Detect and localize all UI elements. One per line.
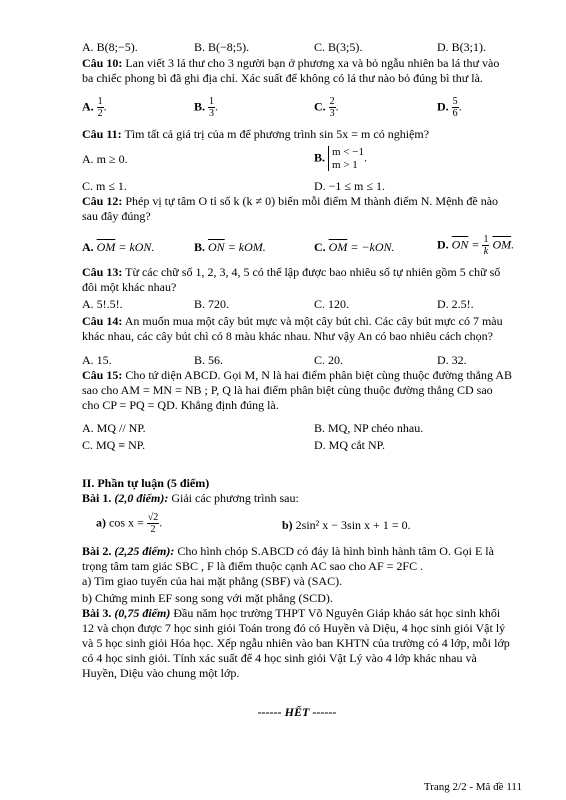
exercise-2: Bài 2. (2,25 điểm): Cho hình chóp S.ABCD có đáy là hình bình hành tâm O. Gọi E là trọng tâm tam giác SBC , F là điểm thuộc cạnh AC sao cho AF = 2FC . [82, 544, 494, 573]
q9-option-d: D. B(3;1). [437, 40, 486, 54]
question-13 [82, 265, 512, 295]
q15-options-ab [82, 421, 512, 437]
q11-option-a: A. m ≥ 0. [82, 152, 128, 166]
q11-option-c: C. m ≤ 1. [82, 179, 127, 193]
question-11 [82, 127, 512, 142]
q13-option-b: B. 720. [194, 297, 230, 311]
q12-option-a: A. $\overline{OM}$ = kON. [82, 240, 155, 254]
q15-option-a: A. MQ // NP. [82, 421, 146, 435]
q12-options [82, 234, 515, 262]
exercise-2b: b) Chứng minh EF song song với mặt phẳng (SCD). [82, 591, 333, 605]
q10-options [82, 96, 512, 122]
q11-option-b: B. m < −1 m > 1 . [314, 146, 367, 171]
q10-option-a: A. $\frac{1}{2}$ . [82, 96, 107, 119]
q12-option-b: B. $\overline{ON}$ = kOM. [194, 240, 266, 254]
q15-option-b: B. MQ, NP chéo nhau. [314, 421, 424, 435]
question-text: Cho tứ diện ABCD. Gọi M, N là hai điểm phân biệt cùng thuộc đường thẳng AB sao cho AM = MN = NB ; P, Q là hai điểm phân biệt cùng thuộc đường thẳng CD sao cho CP = PQ = QD. Khẳng định đúng là. [82, 368, 512, 412]
q11-options-ab [82, 146, 512, 174]
q14-option-a: A. 15. [82, 353, 112, 367]
q10-option-b: B. $\frac{1}{3}$ . [194, 96, 219, 119]
question-text: Phép vị tự tâm O tỉ số k (k ≠ 0) biến mỗi điểm M thành điểm N. Mệnh đề nào sau đây đúng? [82, 194, 499, 223]
question-text: Từ các chữ số 1, 2, 3, 4, 5 có thể lập được bao nhiêu số tự nhiên gồm 5 chữ số đôi một khác nhau? [82, 265, 501, 294]
exercise-1a: a) cos x = $\frac{√2}{2}$ . [96, 512, 163, 535]
question-label: Câu 10: [82, 56, 123, 70]
question-label: Câu 11: [82, 127, 122, 141]
question-label: Câu 12: [82, 194, 123, 208]
q11-option-d: D. −1 ≤ m ≤ 1. [314, 179, 385, 193]
q9-option-a: A. B(8;−5). [82, 40, 138, 54]
exercise-1b: b) 2sin² x − 3sin x + 1 = 0. [282, 518, 411, 532]
system-bracket: m < −1 m > 1 [328, 146, 364, 171]
q13-option-c: C. 120. [314, 297, 350, 311]
exercise-1: Bài 1. (2,0 điểm): Giải các phương trình sau: [82, 491, 299, 505]
part-2-heading: II. Phần tự luận (5 điểm) [82, 476, 210, 490]
question-label: Câu 14: [82, 314, 123, 328]
q14-option-c: C. 20. [314, 353, 344, 367]
question-text: An muốn mua một cây bút mực và một cây bút chì. Các cây bút mực có 7 màu khác nhau, các cây bút chì có 8 màu khác nhau. Như vậy An có bao nhiêu cách chọn? [82, 314, 503, 343]
q15-option-d: D. MQ cắt NP. [314, 438, 385, 452]
exercise-1-parts [82, 508, 512, 540]
q15-options-cd [82, 438, 512, 454]
question-label: Câu 13: [82, 265, 123, 279]
q14-options [82, 353, 512, 369]
q12-option-d: D. $\overline{ON}$ = $\frac{1}{k}$ $\overline{OM}$. [437, 234, 515, 257]
q9-option-b: B. B(−8;5). [194, 40, 250, 54]
question-10 [82, 56, 512, 86]
q14-option-d: D. 32. [437, 353, 467, 367]
q15-option-c: C. MQ ≡ NP. [82, 438, 146, 452]
question-14 [82, 314, 512, 344]
question-text: Tìm tất cả giá trị của m để phương trình sin 5x = m có nghiệm? [124, 127, 430, 141]
q10-option-c: C. $\frac{2}{3}$ . [314, 96, 339, 119]
question-label: Câu 15: [82, 368, 123, 382]
question-15 [82, 368, 512, 413]
q13-option-a: A. 5!.5!. [82, 297, 123, 311]
q14-option-b: B. 56. [194, 353, 224, 367]
question-text: Lan viết 3 lá thư cho 3 người bạn ở phương xa và bỏ ngẫu nhiên ba lá thư vào ba chiếc phong bì đã ghi địa chỉ. Xác suất để không có lá thư nào bỏ đúng bì thư là. [82, 56, 500, 85]
q12-option-c: C. $\overline{OM} = -kON$. [314, 240, 395, 254]
q9-option-c: C. B(3;5). [314, 40, 363, 54]
q9-options [82, 40, 512, 56]
exercise-3: Bài 3. (0,75 điểm) Đầu năm học trường THPT Võ Nguyên Giáp khảo sát học sinh khối 12 và chọn được 7 học sinh giỏi Toán trong đó có Huyền và Diệu, 4 học sinh giỏi Vật lý và 5 học sinh giỏi Hóa học. Xếp ngẫu nhiên vào ban KHTN của trường có 4 lớp, mỗi lớp có 4 học sinh giỏi. Tính xác suất để 4 học sinh giỏi Vật Lý vào 4 lớp khác nhau và Huyền, Diệu vào chung một lớp. [82, 606, 510, 680]
q11-options-cd [82, 179, 512, 195]
q10-option-d: D. $\frac{5}{6}$ . [437, 96, 462, 119]
question-12 [82, 194, 512, 224]
page-footer: Trang 2/2 - Mã đề 111 [423, 781, 522, 793]
q13-options [82, 297, 512, 313]
end-mark: ------ HẾT ------ [257, 705, 337, 719]
exercise-2a: a) Tìm giao tuyến của hai mặt phẳng (SBF) và (SAC). [82, 574, 343, 588]
q13-option-d: D. 2.5!. [437, 297, 474, 311]
